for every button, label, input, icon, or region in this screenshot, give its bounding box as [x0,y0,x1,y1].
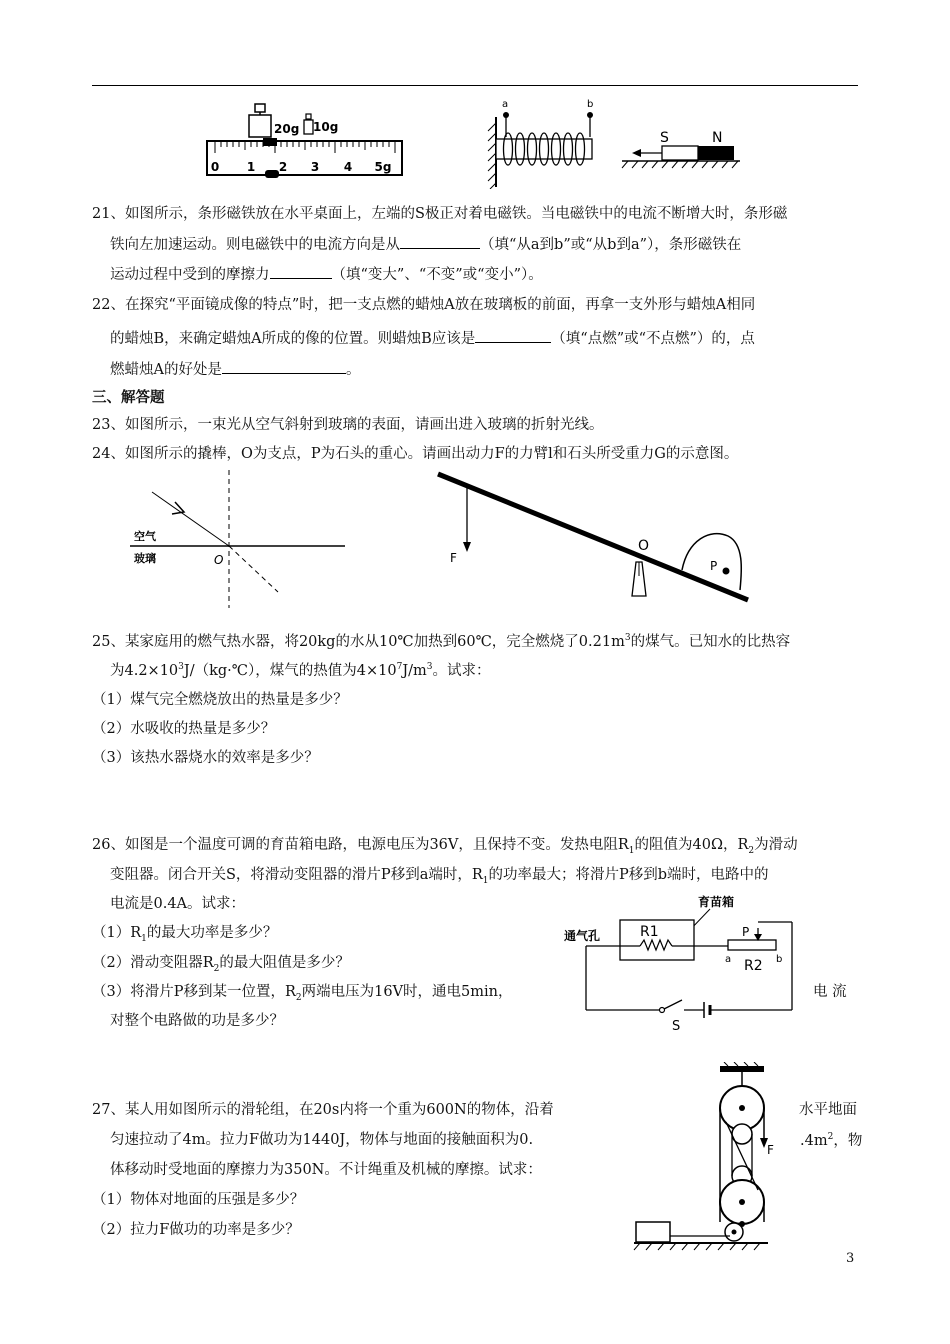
tick-3: 3 [310,160,320,174]
q25-line2 [110,663,491,678]
q26-line1-c: 为滑动 [754,837,798,853]
q26-sub3 [92,985,513,1003]
q21-line2 [110,236,741,253]
q21-line2-a: 铁向左加速运动。则电磁铁中的电流方向是从 [110,237,400,253]
q26-sub-b: 2 [748,845,755,856]
q25-sup1: 3 [178,662,184,672]
tick-5g: 5g [374,160,392,174]
label-vent: 通气孔 [564,929,601,943]
q26-line1-b: 的阻值为40Ω，R [634,837,749,853]
balance-figure [205,95,405,185]
q26-sub1 [92,926,277,944]
q21-blank-1[interactable] [400,236,480,249]
q25-line2-a: 为4.2×10 [110,662,179,679]
q26-sub1-sub: 1 [141,933,147,944]
page-number: 3 [846,1251,855,1266]
q22-line2-a: 的蜡烛B，来确定蜡烛A所成的像的位置。则蜡烛B应该是 [110,331,476,347]
tick-1: 1 [246,160,256,174]
label-air: 空气 [134,530,156,543]
weight-10g-label: 10g [313,120,339,134]
q27-line1a: 27、某人用如图所示的滑轮组，在20s内将一个重为600N的物体，沿着 [92,1102,554,1118]
q26-sub3-a: （3）将滑片P移到某一位置，R [92,984,296,1000]
coil-label-a: a [502,99,509,110]
q25-line2-b: J/（kg·℃），煤气的热值为4×10 [183,662,397,679]
q27-sub2: （2）拉力F做功的功率是多少？ [92,1222,300,1238]
magnet-pole-s: S [660,130,669,146]
tick-2: 2 [278,160,288,174]
weight-20g-label: 20g [274,122,300,136]
q25-sup: 3 [624,633,631,643]
magnet-pole-n: N [712,130,723,146]
label-f-lever: F [450,551,457,565]
q26-line2-a: 变阻器。闭合开关S，将滑动变阻器的滑片P移到a端时，R [110,867,483,883]
q25-sup3: 3 [426,662,433,672]
label-r1: R1 [640,924,659,940]
label-p-slider: P [742,925,750,939]
q26-sub-a: 1 [628,845,635,856]
q26-sub3-b: 两端电压为16V时，通电5min， [301,984,513,1000]
q27-line2a: 匀速拉动了4m。拉力F做功为1440J，物体与地面的接触面积为0. [110,1132,534,1148]
coil-label-b: b [587,99,594,110]
q22-line2-b: （填“点燃”或“不点燃”）的，点 [551,331,755,347]
q26-sub1-a: （1）R [92,925,142,941]
label-r2: R2 [744,958,763,974]
pulley-figure [630,1062,780,1252]
q22-line3 [110,361,360,378]
q22-line3-a: 燃蜡烛A的好处是 [110,362,222,378]
q22-blank-2[interactable] [222,361,346,374]
q23-text: 23、如图所示，一束光从空气斜射到玻璃的表面，请画出进入玻璃的折射光线。 [92,417,604,433]
q27-line2b-b: ，物 [833,1132,863,1149]
q25-line1-a: 25、某家庭用的燃气热水器，将20kg的水从10℃加热到60℃，完全燃烧了0.21m [92,633,625,650]
q22-line2 [110,330,755,347]
q22-blank-1[interactable] [475,330,551,343]
q26-sub3-tail: 电 流 [813,984,847,1000]
q25-sub2: （2）水吸收的热量是多少？ [92,721,276,737]
label-nursery-box: 育苗箱 [698,895,735,909]
label-f-pulley: F [767,1143,774,1157]
q25-line1 [92,634,790,649]
q27-line1b: 水平地面 [799,1102,857,1118]
bar-magnet-figure [614,125,744,175]
label-p: P [710,559,718,573]
q26-sub1-b: 的最大功率是多少？ [146,925,278,941]
electromagnet-figure [484,97,604,189]
q21-line2-b: （填“从a到b”或“从b到a”），条形磁铁在 [480,237,742,253]
label-b-circuit: b [776,954,783,965]
section-title: 三、解答题 [92,389,165,406]
q26-line1-a: 26、如图是一个温度可调的育苗箱电路，电源电压为36V，且保持不变。发热电阻R [92,837,629,853]
q25-sub3: （3）该热水器烧水的效率是多少？ [92,750,319,766]
q25-line2-d: 。试求： [432,662,491,679]
q26-sub3-line2: 对整个电路做的功是多少？ [110,1013,284,1029]
tick-4: 4 [343,160,353,174]
q26-line3: 电流是0.4A。试求： [110,896,246,912]
q25-sup2: 7 [396,662,403,672]
q25-sub1: （1）煤气完全燃烧放出的热量是多少？ [92,692,348,708]
q21-line3-a: 运动过程中受到的摩擦力 [110,267,270,283]
q21-line3-b: （填“变大”、“不变”或“变小”）。 [331,267,543,283]
q21-line3 [110,266,543,283]
q26-line2-b: 的功率最大；将滑片P移到b端时，电路中的 [488,867,769,883]
q22-line3-b: 。 [345,362,361,378]
lever-figure [430,470,760,610]
label-a-circuit: a [725,954,732,965]
label-s: S [672,1019,681,1032]
q27-sub1: （1）物体对地面的压强是多少？ [92,1192,305,1208]
q26-sub3-sub: 2 [295,992,302,1003]
label-o-lever: O [638,538,650,554]
q26-sub2 [92,956,350,974]
label-o-refraction: O [214,553,224,567]
q21-line1: 21、如图所示，条形磁铁放在水平桌面上，左端的S极正对着电磁铁。当电磁铁中的电流不断增大时，条形磁 [92,206,788,222]
q27-sup: 2 [827,1132,834,1142]
q26-line1 [92,838,798,856]
q27-line2b [800,1133,862,1148]
q26-sub2-sub: 2 [213,963,220,974]
q25-line1-b: 的煤气。已知水的比热容 [630,633,791,650]
q26-sub2-a: （2）滑动变阻器R [92,955,214,971]
q26-line2 [110,868,769,886]
q22-line1: 22、在探究“平面镜成像的特点”时，把一支点燃的蜡烛A放在玻璃板的前面，再拿一支外形与蜡烛A相同 [92,297,756,313]
q27-line2b-a: .4m [800,1132,828,1149]
q26-sub2-b: 的最大阻值是多少？ [219,955,350,971]
header-rule [92,85,858,86]
q25-line2-c: J/m [402,662,427,679]
q21-blank-2[interactable] [270,266,332,279]
q24-text: 24、如图所示的撬棒，O为支点，P为石头的重心。请画出动力F的力臂l和石头所受重力G的示意图。 [92,446,739,462]
q27-line3: 体移动时受地面的摩擦力为350N。不计绳重及机械的摩擦。试求： [110,1162,542,1178]
tick-0: 0 [210,160,220,174]
q26-sub-c: 1 [482,875,489,886]
circuit-figure [560,892,810,1032]
label-glass: 玻璃 [134,552,156,565]
refraction-figure [130,468,350,610]
